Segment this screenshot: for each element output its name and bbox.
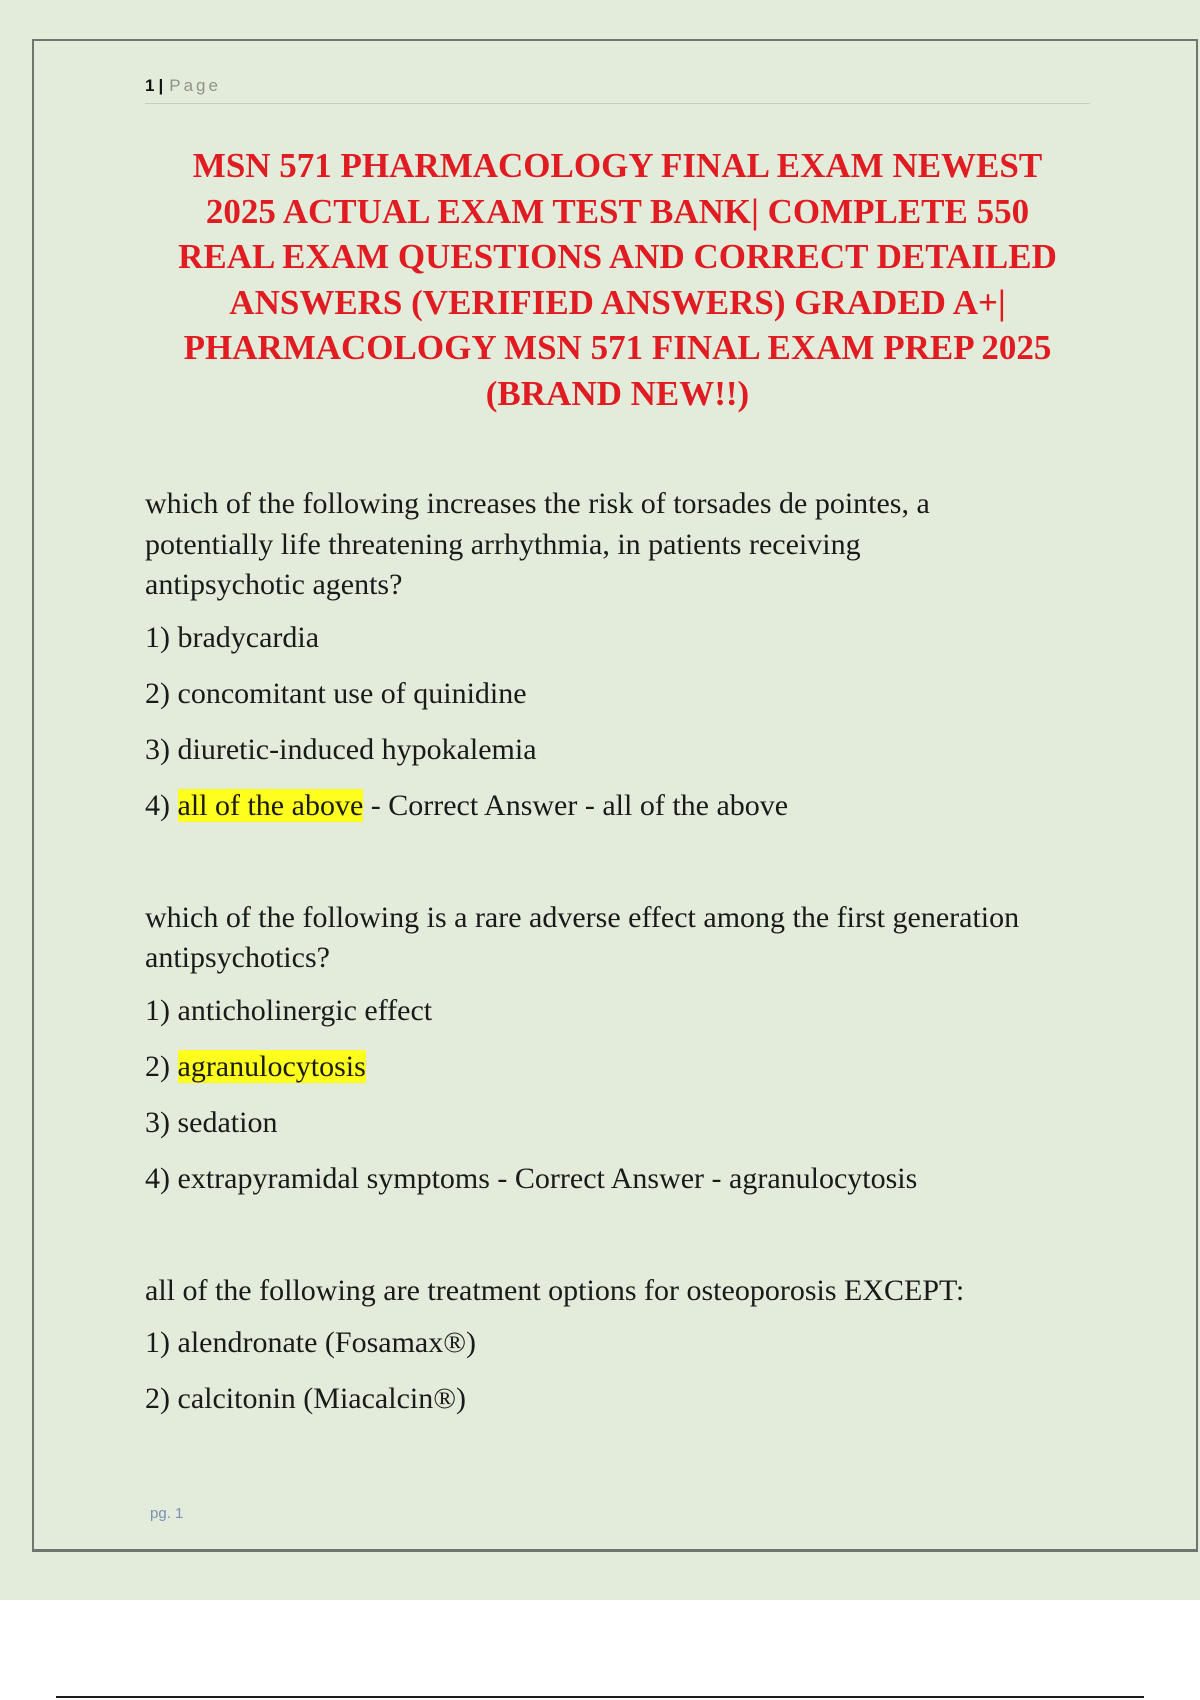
answer-option <box>145 1047 1090 1087</box>
option-text: anticholinergic effect <box>177 993 433 1027</box>
answer-option <box>145 786 1090 826</box>
question-block <box>145 898 1090 1199</box>
question-line: antipsychotics? <box>145 941 330 974</box>
option-number: 2) <box>145 1382 178 1415</box>
answer-option <box>145 991 1090 1031</box>
question-block <box>145 1271 1090 1420</box>
question-block <box>145 484 1090 826</box>
question-line: which of the following increases the risk of torsades de pointes, a <box>145 487 930 520</box>
title-line: ANSWERS (VERIFIED ANSWERS) GRADED A+| <box>229 282 1006 322</box>
option-number: 2) <box>145 1049 178 1083</box>
answer-option <box>145 618 1090 658</box>
option-text: - Correct Answer - all of the above <box>363 788 789 822</box>
option-text: concomitant use of quinidine <box>177 676 527 710</box>
answer-option <box>145 1103 1090 1143</box>
answer-option <box>145 730 1090 770</box>
page-header <box>145 75 1090 104</box>
header-separator: | <box>158 76 164 95</box>
footer-page-label: pg. 1 <box>150 1505 184 1522</box>
option-number: 1) <box>145 1326 178 1359</box>
question-line: antipsychotic agents? <box>145 568 403 601</box>
option-highlight: agranulocytosis <box>177 1049 366 1083</box>
header-page-word: Page <box>169 76 221 95</box>
title-line: 2025 ACTUAL EXAM TEST BANK| COMPLETE 550 <box>205 191 1030 231</box>
option-number: 4) <box>145 788 178 822</box>
option-number: 4) <box>145 1161 178 1195</box>
question-text <box>145 898 1090 979</box>
option-highlight: all of the above <box>177 788 364 822</box>
answer-option <box>145 1323 1090 1363</box>
question-line: potentially life threatening arrhythmia, in patients receiving <box>145 527 861 561</box>
document-title <box>145 143 1090 416</box>
question-line: all of the following are treatment options for osteoporosis EXCEPT: <box>145 1273 965 1307</box>
option-text: bradycardia <box>177 620 320 654</box>
title-line: (BRAND NEW!!) <box>485 373 750 413</box>
question-line: which of the following is a rare adverse effect among the first generation <box>145 900 1020 934</box>
option-text: calcitonin (Miacalcin®) <box>177 1382 467 1415</box>
question-text <box>145 484 1090 606</box>
title-line: PHARMACOLOGY MSN 571 FINAL EXAM PREP 2025 <box>183 328 1052 367</box>
next-page-divider <box>56 1696 1144 1698</box>
option-number: 1) <box>145 620 178 654</box>
question-text <box>145 1271 1090 1312</box>
option-text: extrapyramidal symptoms - Correct Answer - agranulocytosis <box>177 1161 918 1195</box>
option-text: diuretic-induced hypokalemia <box>177 732 537 766</box>
question-list <box>145 484 1090 1419</box>
answer-option <box>145 674 1090 714</box>
option-text: alendronate (Fosamax®) <box>177 1326 477 1359</box>
option-number: 2) <box>145 676 178 710</box>
header-page-number: 1 <box>145 76 155 95</box>
title-line: MSN 571 PHARMACOLOGY FINAL EXAM NEWEST <box>192 146 1043 185</box>
option-number: 3) <box>145 732 178 766</box>
answer-option <box>145 1379 1090 1419</box>
answer-option <box>145 1159 1090 1199</box>
title-line: REAL EXAM QUESTIONS AND CORRECT DETAILED <box>178 237 1057 276</box>
option-number: 3) <box>145 1105 178 1139</box>
option-text: sedation <box>177 1105 278 1139</box>
option-number: 1) <box>145 993 178 1027</box>
